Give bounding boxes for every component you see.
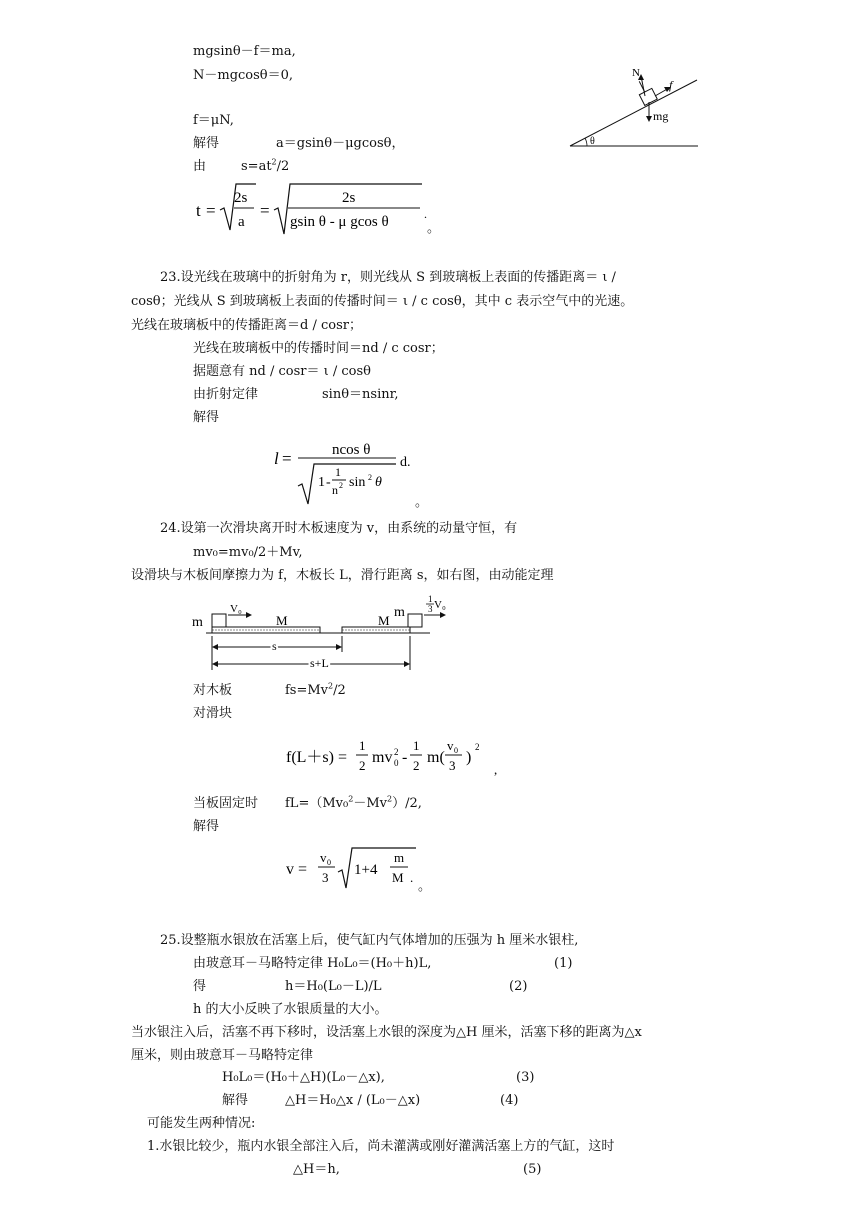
eq-number-1: (1)	[554, 956, 573, 971]
solve-label: 解得	[193, 136, 220, 151]
svg-text:1: 1	[318, 475, 325, 490]
sec23-snell: sinθ＝nsinr,	[322, 387, 399, 402]
svg-text:θ: θ	[590, 136, 595, 147]
sec25-line5: 当水银注入后，活塞不再下移时，设活塞上水银的深度为△H 厘米，活塞下移的距离为△x	[131, 1025, 642, 1040]
svg-text:θ: θ	[375, 475, 382, 490]
svg-text:M: M	[276, 613, 288, 628]
svg-text:-: -	[402, 749, 408, 766]
svg-text:l: l	[274, 449, 279, 468]
svg-text:3: 3	[449, 758, 456, 773]
svg-text:v: v	[320, 850, 327, 865]
sec25-case1: 1.水银比较少，瓶内水银全部注入后，尚未灌满或刚好灌满活塞上方的气缸，这时	[147, 1139, 615, 1154]
svg-text:3: 3	[322, 870, 329, 885]
svg-text:t: t	[196, 201, 201, 220]
eq-kinematics: $s=at^2/2$	[241, 157, 290, 174]
svg-text:1: 1	[359, 738, 366, 753]
svg-text:m(: m(	[427, 749, 445, 766]
sec23-solve: 解得	[193, 410, 220, 425]
block-label: 对滑块	[193, 706, 233, 721]
svg-text:n: n	[332, 483, 338, 497]
svg-text:.: .	[410, 870, 414, 885]
period: 。	[415, 495, 429, 510]
svg-text:a: a	[238, 214, 245, 230]
svg-text:0: 0	[327, 858, 331, 867]
eq-boyle-2: H₀L₀＝(H₀＋△H)(L₀－△x),	[222, 1070, 385, 1085]
svg-text:M: M	[392, 870, 404, 885]
sec23-line6a: 由折射定律	[193, 387, 259, 402]
svg-text:2: 2	[359, 758, 366, 773]
svg-text:mv: mv	[372, 749, 393, 766]
eq-h: h＝H₀(L₀－L)/L	[285, 979, 382, 994]
incline-figure	[565, 62, 705, 152]
svg-text:f(L＋s) =: f(L＋s) =	[286, 749, 348, 766]
sec25-solve: 解得	[222, 1093, 249, 1108]
eq-boyle-1: 由玻意耳－马略特定律 H₀L₀＝(H₀＋h)L,	[193, 956, 432, 971]
svg-text:-: -	[326, 475, 331, 490]
sec23-line1: 23.设光线在玻璃中的折射角为 r，则光线从 S 到玻璃板上表面的传播距离＝ ι /	[160, 270, 616, 285]
time-formula	[190, 180, 450, 236]
svg-text:M: M	[378, 613, 390, 628]
from-label: 由	[193, 159, 207, 174]
board-label: 对木板	[193, 683, 233, 698]
eq-number-4: (4)	[500, 1093, 519, 1108]
eq-number-2: (2)	[509, 979, 528, 994]
eq-board-energy: $fs=Mv^2/2$	[285, 681, 346, 698]
svg-text:m: m	[394, 850, 405, 865]
get-label: 得	[193, 979, 207, 994]
eq-newton-normal: N－mgcosθ＝0,	[193, 68, 294, 83]
svg-text:1: 1	[428, 594, 433, 604]
eq-number-3: (3)	[516, 1070, 535, 1085]
eq-number-5: (5)	[523, 1162, 542, 1177]
svg-text:2: 2	[475, 742, 480, 752]
svg-text:s+L: s+L	[310, 656, 329, 670]
svg-text:ncos θ: ncos θ	[332, 442, 371, 458]
svg-text:N: N	[632, 67, 640, 79]
fixed-board-label: 当板固定时	[193, 796, 259, 811]
svg-text:d.: d.	[400, 455, 411, 470]
svg-text:gsin θ - μ gcos θ: gsin θ - μ gcos θ	[290, 214, 389, 230]
svg-text:f: f	[669, 78, 673, 92]
svg-text:v: v	[447, 738, 454, 753]
sec25-cases: 可能发生两种情况:	[147, 1116, 256, 1131]
energy-formula	[280, 730, 510, 782]
sec25-line4: h 的大小反映了水银质量的大小。	[193, 1002, 388, 1017]
svg-text:m: m	[192, 615, 203, 630]
eq-newton-parallel: mgsinθ－f＝ma,	[193, 44, 296, 59]
sec24-line1: 24.设第一次滑块离开时木板速度为 v，由系统的动量守恒，有	[160, 521, 518, 536]
svg-text:=: =	[282, 449, 292, 468]
svg-text:V₀: V₀	[230, 603, 242, 615]
eq-acceleration: a＝gsinθ－μgcosθ，	[276, 136, 405, 151]
svg-text:2: 2	[394, 747, 399, 757]
svg-text:m: m	[394, 605, 405, 620]
eq-fixed-board: $fL=(Mv_0^2-Mv^2)/2$,	[285, 794, 422, 811]
sec25-line1: 25.设整瓶水银放在活塞上后，使气缸内气体增加的压强为 h 厘米水银柱,	[160, 933, 579, 948]
sec23-line3: 光线在玻璃板中的传播距离＝d / cosr；	[131, 318, 362, 333]
svg-text:0: 0	[394, 758, 399, 768]
sec23-line2: cosθ；光线从 S 到玻璃板上表面的传播时间＝ ι / c cosθ，其中 c 表示空气中的光速。	[131, 294, 634, 309]
svg-text:2: 2	[413, 758, 420, 773]
svg-text:2s: 2s	[342, 190, 356, 206]
svg-text:): )	[466, 749, 472, 766]
svg-text:3: 3	[428, 604, 433, 614]
svg-text:.: .	[424, 207, 427, 221]
distance-formula	[268, 430, 458, 508]
eq-delta-h: △H＝H₀△x / (L₀－△x)	[285, 1093, 421, 1108]
svg-text:=: =	[206, 201, 216, 220]
svg-text:2: 2	[368, 473, 372, 482]
sec24-momentum: mv₀=mv₀/2＋Mv,	[193, 545, 303, 560]
svg-text:2s: 2s	[234, 190, 248, 206]
svg-text:=: =	[260, 201, 270, 220]
sliding-block-figure	[190, 592, 450, 674]
period: 。	[418, 879, 432, 894]
period: 。	[427, 221, 441, 236]
svg-text:0: 0	[454, 746, 458, 755]
svg-text:mg: mg	[653, 109, 669, 123]
svg-text:sin: sin	[349, 475, 366, 490]
eq-delta-h-equals-h: △H＝h,	[293, 1162, 340, 1177]
sec24-line3: 设滑块与木板间摩擦力为 f，木板长 L，滑行距离 s，如右图，由动能定理	[131, 568, 554, 583]
sec24-solve: 解得	[193, 819, 220, 834]
svg-text:2: 2	[339, 481, 343, 490]
svg-text:v =: v =	[286, 861, 308, 878]
sec25-line6: 厘米，则由玻意耳－马略特定律	[131, 1048, 314, 1063]
sec23-line5: 据题意有 nd / cosr＝ ι / cosθ	[193, 364, 371, 379]
svg-text:1: 1	[413, 738, 420, 753]
svg-text:1: 1	[335, 465, 341, 479]
svg-text:,: ,	[494, 762, 498, 777]
svg-text:V₀: V₀	[434, 599, 446, 611]
sec23-line4: 光线在玻璃板中的传播时间＝nd / c cosr；	[193, 341, 444, 356]
eq-friction: f＝μN,	[193, 113, 234, 128]
svg-text:1+4: 1+4	[354, 862, 378, 878]
svg-text:s: s	[272, 639, 277, 653]
